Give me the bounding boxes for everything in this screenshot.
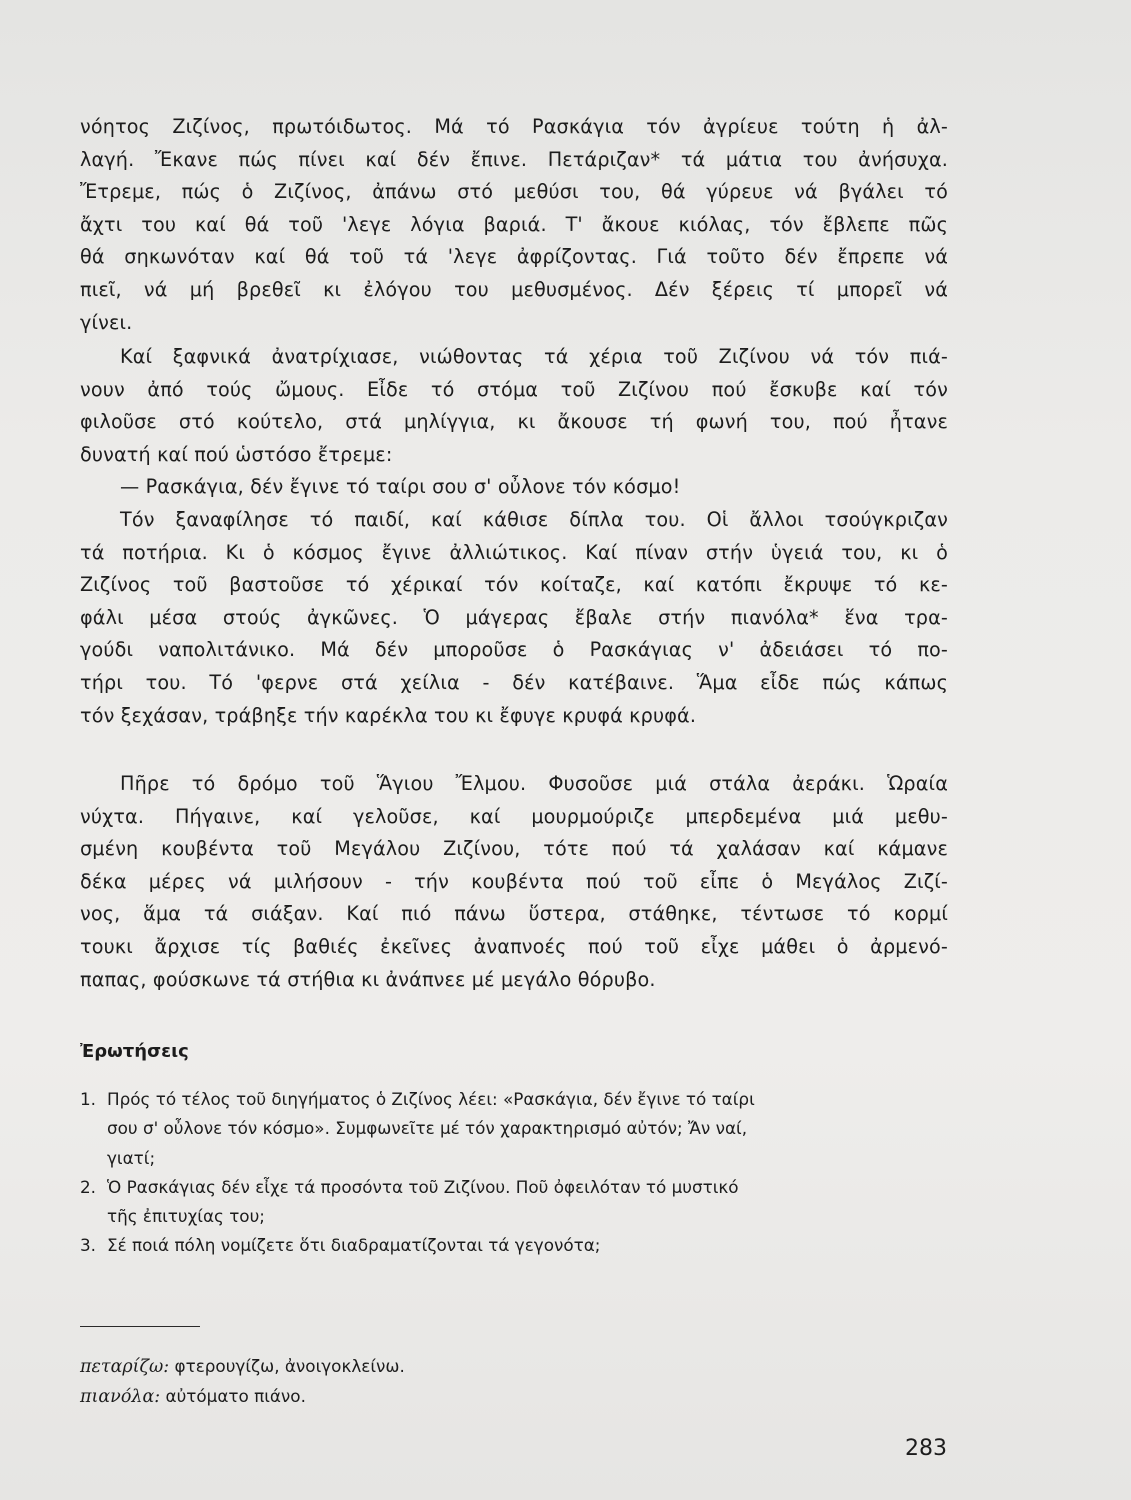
question-line: γιατί;	[107, 1147, 156, 1168]
body-paragraph-2	[80, 341, 948, 732]
question-text	[107, 1173, 950, 1232]
page-number: 283	[905, 1436, 947, 1461]
question-line: Πρός τό τέλος τοῦ διηγήματος ὁ Ζιζίνος λέει: «Ρασκάγια, δέν ἔγινε τό ταίρι	[107, 1089, 755, 1109]
text-line: παπας, φούσκωνε τά στήθια κι ἀνάπνεε μέ μεγάλο θόρυβο.	[80, 967, 656, 991]
questions-heading: Ἐρωτήσεις	[80, 1041, 189, 1062]
text-line: Ζιζίνος τοῦ βαστοῦσε τό χέρικαί τόν κοίταζε, καί κατόπι ἔκρυψε τό κε-	[80, 573, 948, 597]
question-number: 3.	[80, 1235, 97, 1256]
footnote	[80, 1382, 405, 1412]
text-line: Τόν ξαναφίλησε τό παιδί, καί κάθισε δίπλα του. Οἱ ἄλλοι τσούγκριζαν	[120, 507, 948, 531]
text-line: δυνατή καί πού ὡστόσο ἔτρεμε:	[80, 442, 393, 466]
text-line: τήρι του. Τό 'φερνε στά χείλια - δέν κατέβαινε. Ἅμα εἶδε πώς κάπως	[80, 670, 948, 694]
dialogue-line: — Ρασκάγια, δέν ἔγινε τό ταίρι σου σ' οὖλονε τόν κόσμο!	[120, 475, 681, 499]
question-line: τῆς ἐπιτυχίας του;	[107, 1206, 265, 1227]
text-line: τόν ξεχάσαν, τράβηξε τήν καρέκλα του κι ἔφυγε κρυφά κρυφά.	[80, 703, 697, 727]
question-item	[80, 1173, 950, 1232]
text-line: φάλι μέσα στούς ἀγκῶνες. Ὁ μάγερας ἔβαλε στήν πιανόλα* ἕνα τρα-	[80, 605, 948, 629]
text-line: νος, ἅμα τά σιάξαν. Καί πιό πάνω ὕστερα, στάθηκε, τέντωσε τό κορμί	[80, 902, 948, 926]
text-line: τά ποτήρια. Κι ὁ κόσμος ἔγινε ἀλλιώτικος. Καί πίναν στήν ὑγειά του, κι ὁ	[80, 540, 948, 564]
question-line: σου σ' οὖλονε τόν κόσμο». Συμφωνεῖτε μέ τόν χαρακτηρισμό αὐτόν; Ἄν ναί,	[107, 1118, 748, 1139]
text-line: νύχτα. Πήγαινε, καί γελοῦσε, καί μουρμούριζε μπερδεμένα μιά μεθυ-	[80, 804, 948, 828]
footnote-divider	[80, 1326, 200, 1327]
text-line: νουν ἀπό τούς ὤμους. Εἶδε τό στόμα τοῦ Ζιζίνου πού ἔσκυβε καί τόν	[80, 377, 948, 401]
text-line: δέκα μέρες νά μιλήσουν - τήν κουβέντα πού τοῦ εἶπε ὁ Μεγάλος Ζιζί-	[80, 869, 948, 893]
footnotes	[80, 1352, 405, 1411]
body-paragraph-3	[80, 768, 948, 996]
text-line: Πῆρε τό δρόμο τοῦ Ἅγιου Ἔλμου. Φυσοῦσε μιά στάλα ἀεράκι. Ὡραία	[120, 772, 948, 795]
text-line: φιλοῦσε στό κούτελο, στά μηλίγγια, κι ἄκουσε τή φωνή του, πού ἦτανε	[80, 410, 948, 434]
body-paragraph-1	[80, 111, 948, 339]
footnote-term: πεταρίζω:	[80, 1357, 170, 1377]
question-number: 1.	[80, 1089, 97, 1109]
question-item	[80, 1085, 950, 1173]
text-line: θά σηκωνόταν καί θά τοῦ τά 'λεγε ἀφρίζοντας. Γιά τοῦτο δέν ἔπρεπε νά	[80, 245, 948, 269]
questions-list	[80, 1085, 950, 1261]
footnote-definition: φτερουγίζω, ἀνοιγοκλείνω.	[169, 1356, 405, 1376]
text-line: ἄχτι του καί θά τοῦ 'λεγε λόγια βαριά. Τ' ἄκουε κιόλας, τόν ἔβλεπε πῶς	[80, 212, 948, 236]
text-line: σμένη κουβέντα τοῦ Μεγάλου Ζιζίνου, τότε πού τά χαλάσαν καί κάμανε	[80, 837, 948, 861]
footnote-term: πιανόλα:	[80, 1386, 161, 1407]
footnote	[80, 1352, 405, 1382]
text-line: τουκι ἄρχισε τίς βαθιές ἐκεῖνες ἀναπνοές πού τοῦ εἶχε μάθει ὁ ἀρμενό-	[80, 934, 948, 958]
text-line: γούδι ναπολιτάνικο. Μά δέν μποροῦσε ὁ Ρασκάγιας ν' ἀδειάσει τό πο-	[80, 638, 948, 662]
question-text	[107, 1231, 950, 1260]
question-text	[107, 1085, 950, 1173]
text-line: νόητος Ζιζίνος, πρωτόιδωτος. Μά τό Ρασκάγια τόν ἀγρίευε τούτη ἡ ἀλ-	[80, 115, 948, 138]
text-line: γίνει.	[80, 310, 133, 334]
footnote-definition: αὐτόματο πιάνο.	[160, 1385, 306, 1406]
text-line: πιεῖ, νά μή βρεθεῖ κι ἐλόγου του μεθυσμένος. Δέν ξέρεις τί μπορεῖ νά	[80, 277, 948, 301]
question-number: 2.	[80, 1176, 97, 1197]
text-line: Ἔτρεμε, πώς ὁ Ζιζίνος, ἀπάνω στό μεθύσι του, θά γύρευε νά βγάλει τό	[80, 180, 948, 204]
text-line: λαγή. Ἔκανε πώς πίνει καί δέν ἔπινε. Πετάριζαν* τά μάτια του ἀνήσυχα.	[80, 147, 948, 171]
text-line: Καί ξαφνικά ἀνατρίχιασε, νιώθοντας τά χέρια τοῦ Ζιζίνου νά τόν πιά-	[120, 345, 948, 368]
question-item	[80, 1231, 950, 1260]
question-line: Σέ ποιά πόλη νομίζετε ὅτι διαδραματίζονται τά γεγονότα;	[107, 1235, 601, 1256]
question-line: Ὁ Ρασκάγιας δέν εἶχε τά προσόντα τοῦ Ζιζίνου. Ποῦ ὀφειλόταν τό μυστικό	[107, 1176, 739, 1197]
